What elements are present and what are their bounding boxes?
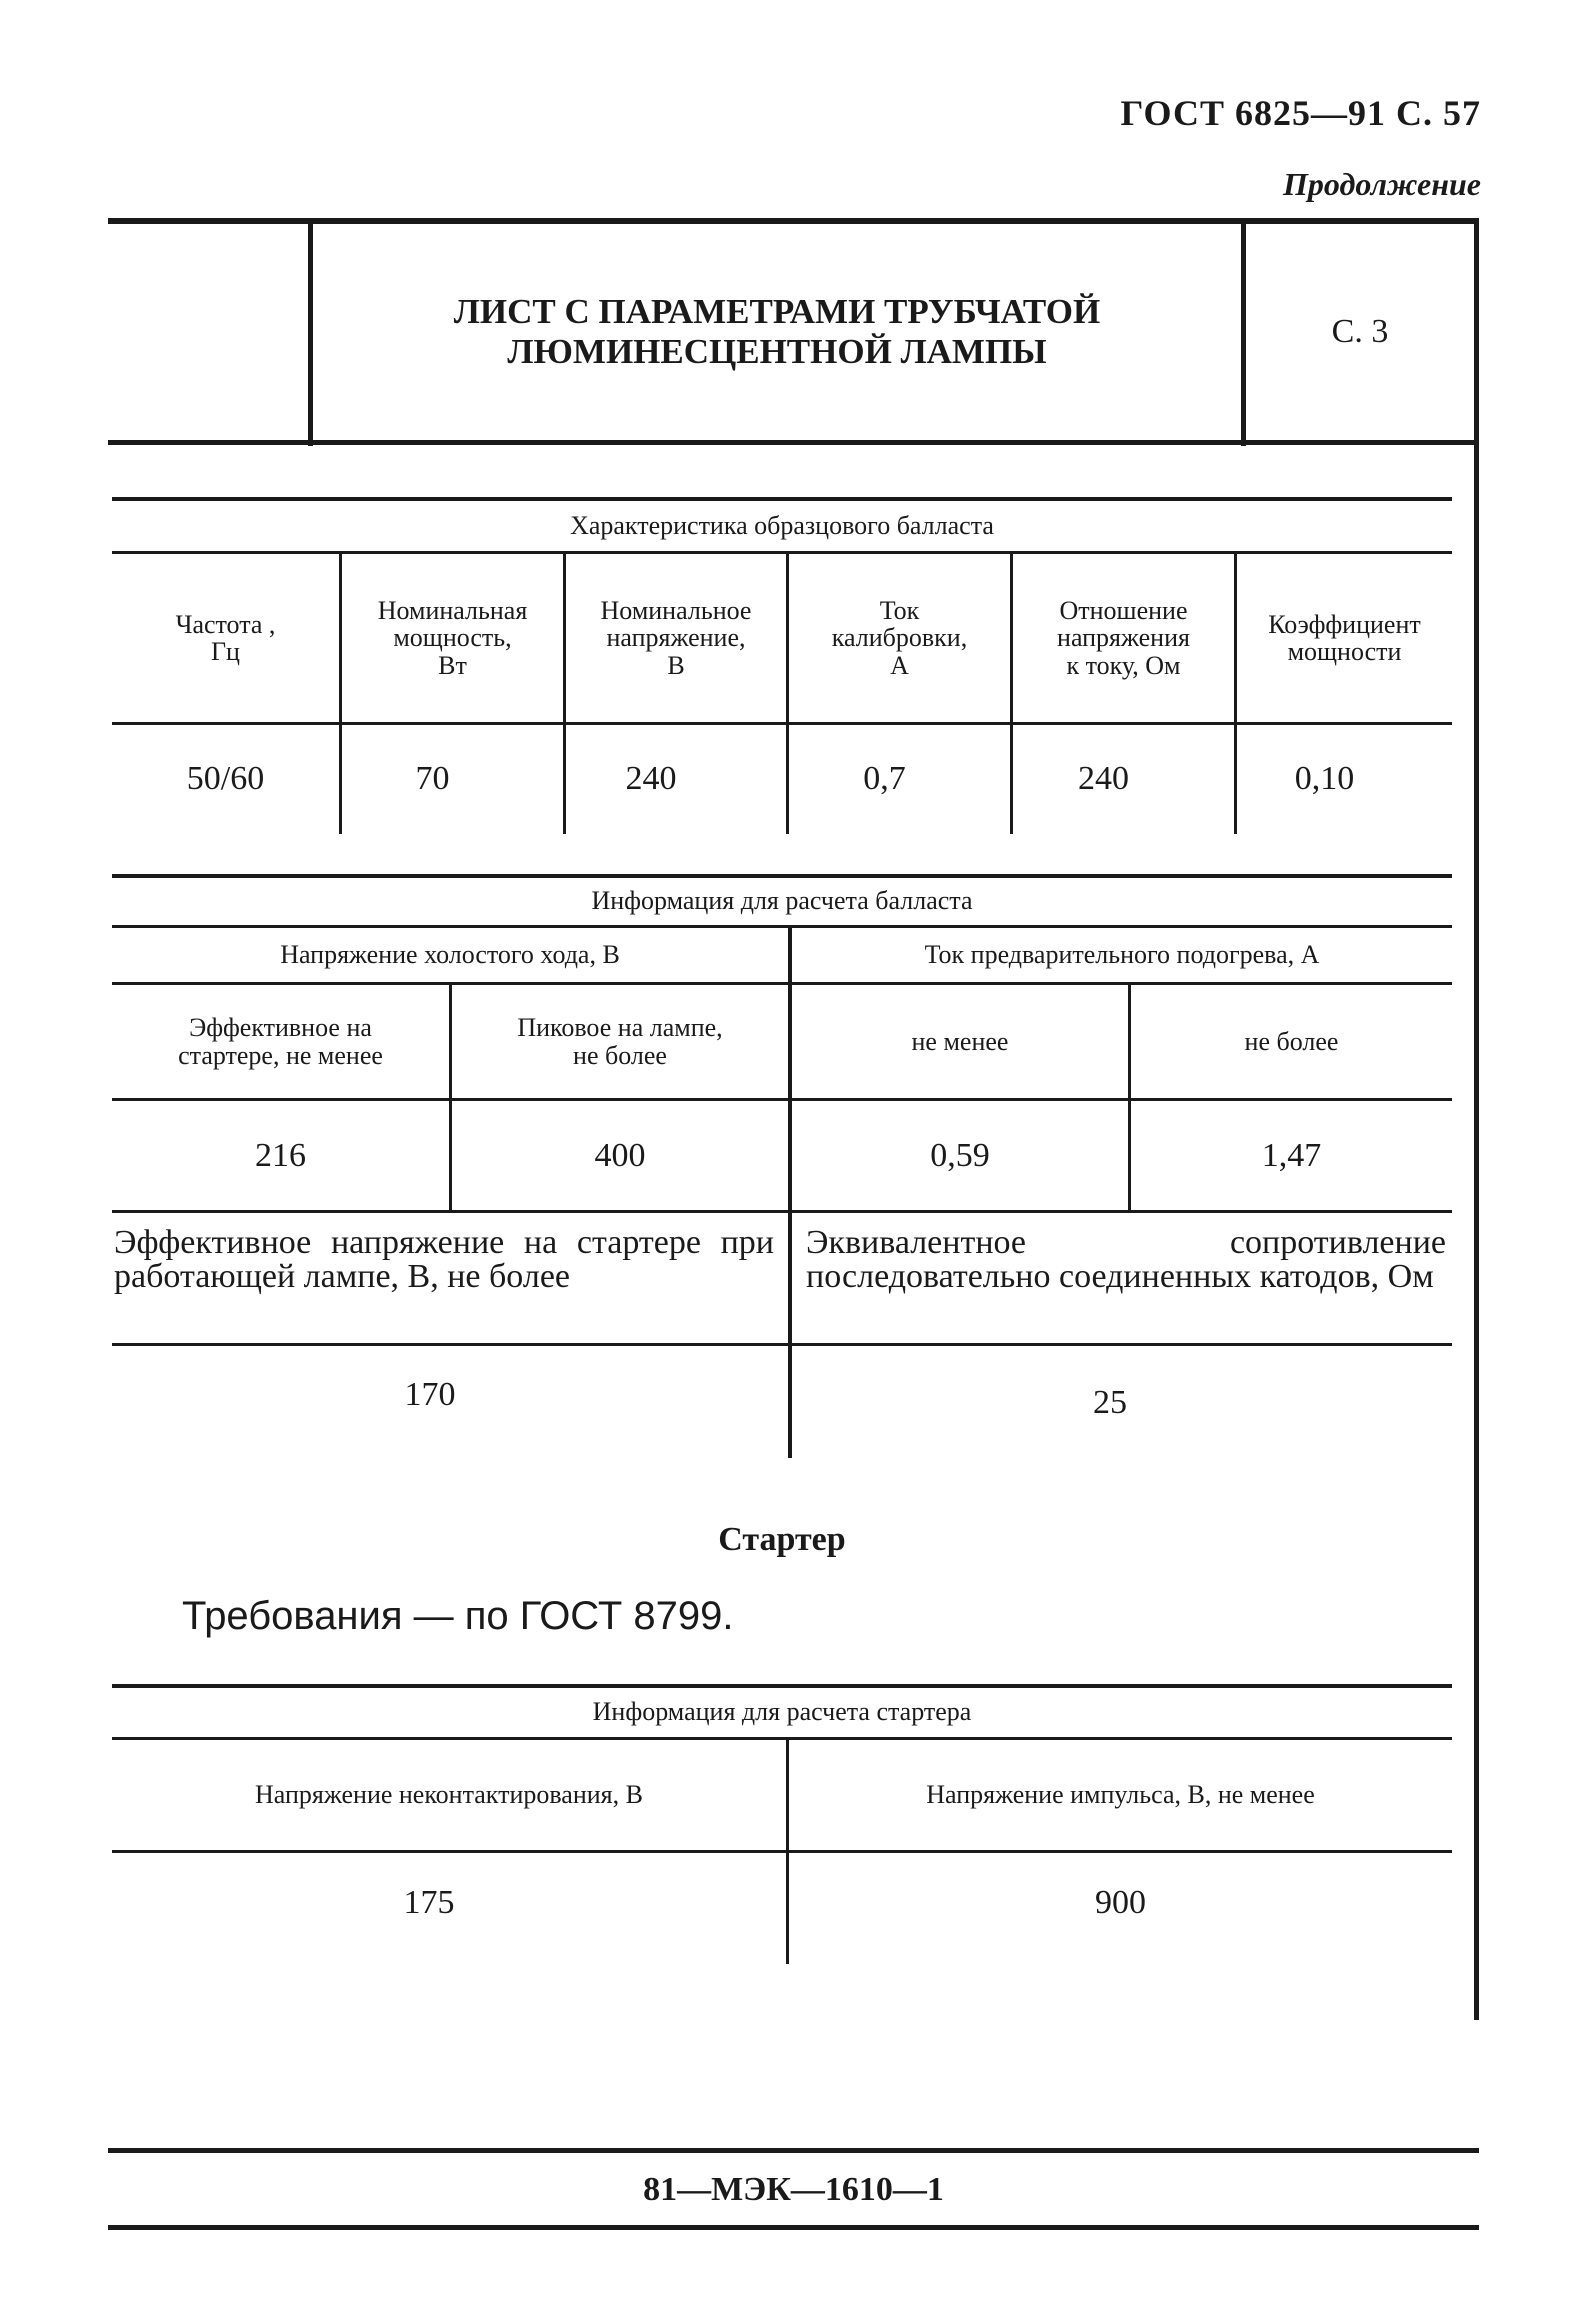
- header-rated-power-line2: мощность,: [393, 623, 512, 653]
- header-calibration-current-line2: калибровки,: [831, 623, 968, 653]
- header-ratio-line3: к току, Ом: [1066, 650, 1181, 680]
- value-rated-voltage: 240: [625, 760, 677, 798]
- header-rated-power-line1: Номинальная: [377, 596, 528, 626]
- header-power-factor-line1: Коэффициент: [1268, 609, 1421, 639]
- sub-not-more: не более: [1244, 1026, 1339, 1056]
- cathode-resistance-label: Эквивалентное сопротивление последовательно соединенных катодов, Ом: [806, 1224, 1446, 1295]
- title-block-page: С. 3: [1331, 313, 1389, 351]
- header-rated-power-line3: Вт: [438, 650, 467, 680]
- value-cathode-resistance: 25: [1093, 1383, 1127, 1421]
- sub-peak-line2: не более: [573, 1040, 667, 1070]
- value-power-factor: 0,10: [1294, 760, 1355, 798]
- table2-values-line: [112, 1210, 1452, 1213]
- table1-caption: Характеристика образцового балласта: [570, 511, 994, 541]
- value-voltage-current-ratio: 240: [1078, 760, 1129, 798]
- value-preheat-min: 0,59: [930, 1136, 990, 1174]
- value-frequency: 50/60: [186, 760, 265, 798]
- frame-right-border: [1474, 218, 1479, 2020]
- value-non-contact-voltage: 175: [403, 1884, 455, 1922]
- group-open-voltage: Напряжение холостого хода, В: [280, 940, 620, 970]
- header-rated-voltage-line1: Номинальное: [600, 596, 752, 626]
- header-frequency: [112, 554, 339, 722]
- sub-effective-on-starter: [112, 985, 449, 1098]
- table2-long-labels-line: [112, 1343, 1452, 1346]
- value-rated-power: 70: [415, 760, 450, 798]
- table2-caption: Информация для расчета балласта: [591, 886, 973, 916]
- sub-peak-on-lamp: [452, 985, 788, 1098]
- header-calibration-current-line1: Ток: [879, 596, 920, 626]
- header-rated-voltage: [566, 554, 786, 722]
- header-non-contact-voltage: Напряжение неконтактирования, В: [255, 1780, 643, 1810]
- title-block-title: [313, 224, 1241, 440]
- value-effective-voltage: 216: [255, 1136, 306, 1174]
- header-pulse-voltage: Напряжение импульса, В, не менее: [926, 1780, 1315, 1810]
- footer-bottom-border: [108, 2225, 1479, 2230]
- sub-not-less: не менее: [911, 1026, 1009, 1056]
- continuation-label: Продолжение: [1283, 166, 1481, 202]
- table3-top-border: [112, 1684, 1452, 1688]
- title-line-2: ЛЮМИНЕСЦЕНТНОЙ ЛАМПЫ: [507, 332, 1047, 371]
- header-ratio-line2: напряжения: [1057, 623, 1190, 653]
- table3-caption: Информация для расчета стартера: [592, 1697, 972, 1727]
- header-rated-voltage-line3: В: [667, 650, 685, 680]
- table2-top-border: [112, 874, 1452, 878]
- header-ratio-line1: Отношение: [1059, 596, 1188, 626]
- header-rated-power: [342, 554, 563, 722]
- title-line-1: ЛИСТ С ПАРАМЕТРАМИ ТРУБЧАТОЙ: [453, 291, 1101, 331]
- table1-top-border: [112, 497, 1452, 501]
- header-rated-voltage-line2: напряжение,: [606, 623, 746, 653]
- value-calibration-current: 0,7: [863, 760, 906, 798]
- header-frequency-line2: Гц: [211, 637, 240, 666]
- value-pulse-voltage: 900: [1095, 1884, 1146, 1922]
- header-frequency-line1: Частота ,: [175, 609, 276, 639]
- title-block-bottom-border: [108, 440, 1479, 445]
- page-header-code: ГОСТ 6825—91 С. 57: [1120, 93, 1481, 133]
- header-power-factor: [1237, 554, 1452, 722]
- header-voltage-current-ratio: [1013, 554, 1234, 722]
- sub-effective-line1: Эффективное на: [189, 1013, 372, 1043]
- starter-voltage-label: Эффективное напряжение на стартере при работающей лампе, В, не более: [114, 1224, 774, 1295]
- value-preheat-max: 1,47: [1261, 1136, 1322, 1174]
- group-preheat-current: Ток предварительного подогрева, А: [924, 940, 1320, 970]
- sub-peak-line1: Пиковое на лампе,: [517, 1013, 723, 1043]
- footer-code: 81—МЭК—1610—1: [643, 2171, 944, 2209]
- starter-heading: Стартер: [718, 1521, 846, 1559]
- footer-top-border: [108, 2148, 1479, 2153]
- header-calibration-current: [789, 554, 1010, 722]
- starter-requirement: Требования — по ГОСТ 8799.: [182, 1594, 734, 1638]
- header-calibration-current-line3: А: [890, 650, 909, 680]
- sub-effective-line2: стартере, не менее: [178, 1040, 383, 1070]
- value-peak-voltage: 400: [594, 1136, 646, 1174]
- header-power-factor-line2: мощности: [1287, 637, 1402, 666]
- value-starter-voltage: 170: [404, 1376, 456, 1414]
